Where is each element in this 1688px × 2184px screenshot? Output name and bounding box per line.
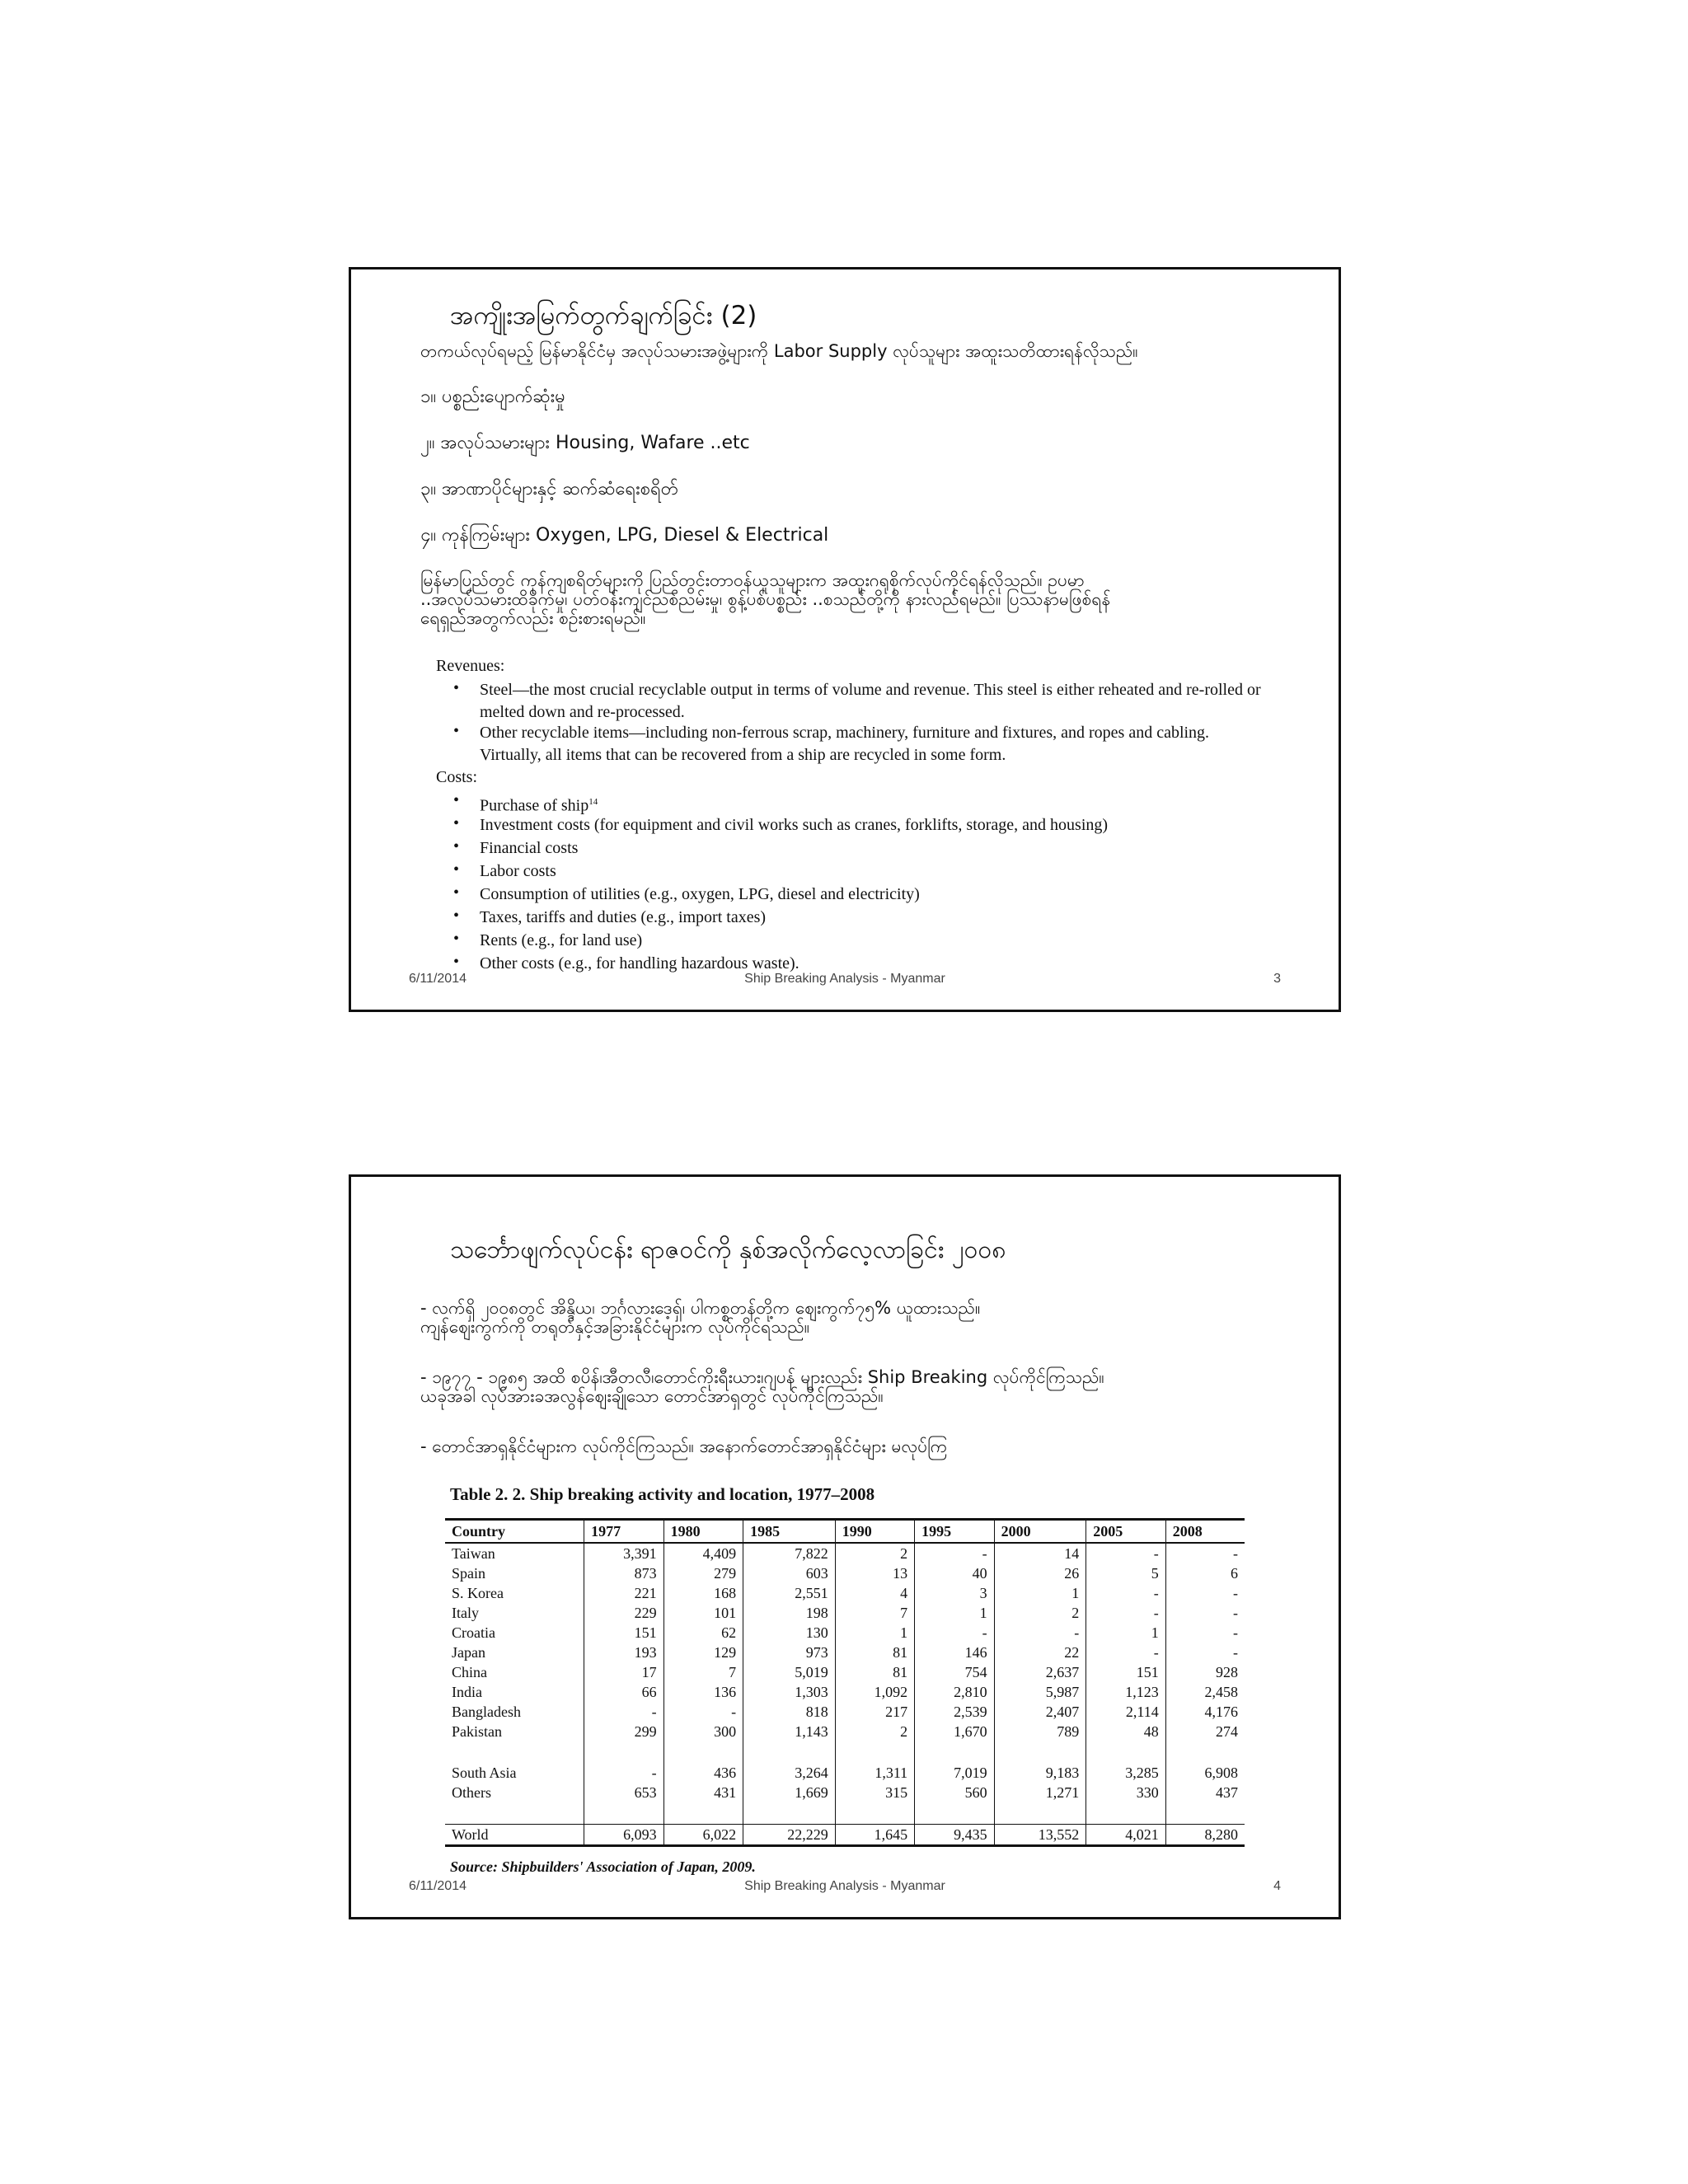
table-header-row	[445, 1520, 1245, 1544]
slide-title: အကျိုးအမြက်တွက်ချက်ခြင်း (2)	[450, 301, 757, 330]
table-cell: 2,114	[1086, 1702, 1165, 1722]
table-cell: 13	[835, 1563, 914, 1583]
footer-title: Ship Breaking Analysis - Myanmar	[744, 972, 945, 986]
table-cell: 5,987	[994, 1682, 1086, 1702]
bullet-icon: •	[453, 860, 460, 879]
table-cell: 4	[835, 1583, 914, 1603]
table-cell: 26	[994, 1563, 1086, 1583]
table-cell: 603	[743, 1563, 836, 1583]
table-cell: 14	[994, 1543, 1086, 1563]
table-cell: 274	[1165, 1722, 1245, 1741]
slide-4	[349, 1174, 1341, 1919]
table-cell: 217	[835, 1702, 914, 1722]
table-header-cell: 1980	[663, 1520, 743, 1544]
paragraph-line: မြန်မာပြည်တွင် ကုန်ကျစရိတ်များကို ပြည်တွင်းတာဝန်ယူသူများက အထူးဂရုစိုက်လုပ်ကိုင်ရန်လိုသည်။ ဥပမာ	[420, 570, 1085, 590]
table-cell: Japan	[452, 1644, 485, 1661]
history-paragraph	[420, 1299, 1294, 1337]
footer-date: 6/11/2014	[409, 972, 467, 986]
intro-text: တကယ်လုပ်ရမည့် မြန်မာနိုင်ငံမှ အလုပ်သမားအဖွဲ့များကို Labor Supply လုပ်သူများ အထူးသတိထားရန်လိုသည်။	[420, 341, 1138, 361]
table-row	[445, 1825, 1245, 1846]
table-row	[445, 1583, 1245, 1603]
table-cell: 151	[1086, 1662, 1165, 1682]
paragraph-line: ..အလုပ်သမားထိခိုက်မှု၊ ပတ်ဝန်းကျင်ညစ်ညမ်းမှု၊ စွန့်ပစ်ပစ္စည်း ..စသည်တို့ကို နားလည်ရမည်။ ပြဿနာမဖြစ်ရန်	[420, 589, 1111, 609]
table-cell: World	[445, 1825, 584, 1846]
list-item: ၂။ အလုပ်သမားများ Housing, Wafare ..etc	[420, 433, 750, 453]
table-cell: 7,019	[915, 1763, 994, 1783]
table-cell: 130	[743, 1623, 836, 1643]
table-cell: -	[1086, 1543, 1165, 1563]
table-cell: 136	[663, 1682, 743, 1702]
bullet-icon: •	[453, 679, 460, 697]
table-cell: 1,645	[835, 1825, 914, 1846]
table-cell: 1	[835, 1623, 914, 1643]
table-cell: 436	[663, 1763, 743, 1783]
table-cell: Others	[452, 1784, 491, 1801]
table-row	[445, 1623, 1245, 1643]
slide-title: သင်္ဘောဖျက်လုပ်ငန်း ရာဇဝင်ကို နှစ်အလိုက်လေ့လာခြင်း ၂၀၀၈	[450, 1235, 1006, 1264]
history-paragraph	[420, 1437, 1294, 1456]
table-cell: 4,176	[1165, 1702, 1245, 1722]
table-cell: 754	[915, 1662, 994, 1682]
table-cell: -	[663, 1702, 743, 1722]
table-cell: -	[1086, 1643, 1165, 1662]
list-item: ၃။ အာဏာပိုင်များနှင့် ဆက်ဆံရေးစရိတ်	[420, 479, 679, 499]
table-cell: India	[452, 1684, 482, 1700]
table-cell: 2,551	[743, 1583, 836, 1603]
table-header-cell: Country	[445, 1520, 584, 1544]
table-cell: Bangladesh	[452, 1704, 521, 1720]
table-cell: 198	[743, 1603, 836, 1623]
bullet-icon: •	[453, 722, 460, 740]
table-cell: 1,670	[915, 1722, 994, 1741]
table-cell: 13,552	[994, 1825, 1086, 1846]
table-cell: -	[915, 1543, 994, 1563]
table-cell: 2,407	[994, 1702, 1086, 1722]
table-cell: -	[584, 1763, 663, 1783]
table-cell: 48	[1086, 1722, 1165, 1741]
history-paragraph	[420, 1368, 1294, 1406]
table-cell: 1,271	[994, 1783, 1086, 1802]
costs-heading: Costs:	[436, 768, 478, 786]
table-spacer-row	[445, 1741, 1245, 1763]
table-cell: 146	[915, 1643, 994, 1662]
revenues-heading: Revenues:	[436, 657, 505, 675]
paragraph-line: - ၁၉၇၇ - ၁၉၈၅ အထိ စပိန်၊အီတလီ၊တောင်ကိုးရီးယား၊ဂျပန် များလည်း Ship Breaking လုပ်ကိုင်ကြသည်။	[420, 1367, 1104, 1387]
page-number: 4	[1273, 1879, 1281, 1893]
table-cell: Spain	[452, 1565, 486, 1582]
footnote-ref: 14	[588, 797, 598, 807]
table-cell: 8,280	[1165, 1825, 1245, 1846]
table-cell: 3	[915, 1583, 994, 1603]
table-cell: Croatia	[452, 1624, 495, 1641]
table-cell: 151	[584, 1623, 663, 1643]
table-header-cell: 1990	[835, 1520, 914, 1544]
table-cell: 22,229	[743, 1825, 836, 1846]
bullet-icon: •	[453, 907, 460, 925]
table-cell: S. Korea	[452, 1585, 504, 1601]
table-cell: 5	[1086, 1563, 1165, 1583]
table-cell: Italy	[452, 1605, 479, 1621]
table-header-cell: 2000	[994, 1520, 1086, 1544]
table-cell: 928	[1165, 1662, 1245, 1682]
table-cell: 1,311	[835, 1763, 914, 1783]
table-cell: 7	[663, 1662, 743, 1682]
table-cell: 1,143	[743, 1722, 836, 1741]
table-row	[445, 1702, 1245, 1722]
table-cell: 1,303	[743, 1682, 836, 1702]
table-cell: 2,810	[915, 1682, 994, 1702]
table-cell: -	[1165, 1583, 1245, 1603]
bullet-icon: •	[453, 930, 460, 948]
table-cell: 431	[663, 1783, 743, 1802]
table-cell: 168	[663, 1583, 743, 1603]
table-cell: 300	[663, 1722, 743, 1741]
table-cell: 129	[663, 1643, 743, 1662]
table-cell: 789	[994, 1722, 1086, 1741]
list-item: ၄။ ကုန်ကြမ်းများ Oxygen, LPG, Diesel & Electrical	[420, 525, 829, 546]
bullet-icon: •	[453, 814, 460, 832]
table-cell: 17	[584, 1662, 663, 1682]
table-header-cell: 2005	[1086, 1520, 1165, 1544]
table-cell: 6,093	[584, 1825, 663, 1846]
table-cell: 229	[584, 1603, 663, 1623]
table-cell: 653	[584, 1783, 663, 1802]
paragraph-line: - လက်ရှိ ၂၀၀၈တွင် အိန္ဒိယ၊ ဘင်္ဂလားဒေ့ရှ်၊ ပါကစ္စတန်တို့က ဈေးကွက်၇၅% ယူထားသည်။	[420, 1298, 981, 1318]
table-cell: 279	[663, 1563, 743, 1583]
table-row	[445, 1682, 1245, 1702]
table-cell: 22	[994, 1643, 1086, 1662]
table-cell: 3,285	[1086, 1763, 1165, 1783]
table-row	[445, 1603, 1245, 1623]
table-cell: 437	[1165, 1783, 1245, 1802]
bullet-icon: •	[453, 837, 460, 855]
table-cell: -	[1165, 1603, 1245, 1623]
table-cell: 4,021	[1086, 1825, 1165, 1846]
cost-paragraph	[420, 571, 1278, 628]
table-cell: 193	[584, 1643, 663, 1662]
table-cell: 299	[584, 1722, 663, 1741]
table-cell: 2	[835, 1543, 914, 1563]
table-cell: -	[584, 1702, 663, 1722]
table-cell: 1	[1086, 1623, 1165, 1643]
bullet-icon: •	[453, 791, 460, 809]
table-row	[445, 1563, 1245, 1583]
footer-title: Ship Breaking Analysis - Myanmar	[744, 1879, 945, 1893]
list-item: ၁။ ပစ္စည်းပျောက်ဆုံးမှု	[420, 387, 565, 407]
table-cell: 2,539	[915, 1702, 994, 1722]
table-cell: 4,409	[663, 1543, 743, 1563]
table-cell: 315	[835, 1783, 914, 1802]
bullet-icon: •	[453, 883, 460, 902]
table-cell: 6,022	[663, 1825, 743, 1846]
table-cell: 2,458	[1165, 1682, 1245, 1702]
table-row	[445, 1783, 1245, 1802]
table-cell: 3,264	[743, 1763, 836, 1783]
table-cell: 40	[915, 1563, 994, 1583]
table-cell: 560	[915, 1783, 994, 1802]
table-cell: 66	[584, 1682, 663, 1702]
table-cell: 330	[1086, 1783, 1165, 1802]
table-cell: 873	[584, 1563, 663, 1583]
table-cell: 62	[663, 1623, 743, 1643]
table-cell: -	[1165, 1643, 1245, 1662]
table-row	[445, 1763, 1245, 1783]
table-cell: Pakistan	[452, 1723, 502, 1740]
paragraph-line: ရေရှည်အတွက်လည်း စဉ်းစားရမည်။	[420, 608, 646, 628]
table-header-cell: 1977	[584, 1520, 663, 1544]
table-cell: China	[452, 1664, 487, 1680]
table-cell: 2	[994, 1603, 1086, 1623]
table-cell: 1,123	[1086, 1682, 1165, 1702]
table-cell: 81	[835, 1662, 914, 1682]
table-cell: 101	[663, 1603, 743, 1623]
table-cell: 1,669	[743, 1783, 836, 1802]
table-header-cell: 1985	[743, 1520, 836, 1544]
paragraph-line: ယခုအခါ လုပ်အားခအလွန်ဈေးချိုသော တောင်အာရှတွင် လုပ်ကိုင်ကြသည်။	[420, 1386, 884, 1406]
table-cell: 221	[584, 1583, 663, 1603]
table-cell: 81	[835, 1643, 914, 1662]
table-cell: 973	[743, 1643, 836, 1662]
ship-breaking-table	[445, 1518, 1245, 1847]
footer-date: 6/11/2014	[409, 1879, 467, 1893]
table-row	[445, 1543, 1245, 1563]
table-cell: 1	[915, 1603, 994, 1623]
table-source: Source: Shipbuilders' Association of Japan, 2009.	[450, 1858, 756, 1875]
slide-3: အကျိုးအမြက်တွက်ချက်ခြင်း (2) တကယ်လုပ်ရမည့် မြန်မာနိုင်ငံမှ အလုပ်သမားအဖွဲ့များကို Labor Supply လုပ်သူများ အထူးသတိထားရန်လိုသည်။ ၁။ ပစ္စည်းပျောက်ဆုံးမှု ၂။ အလုပ်သမားများ Housing, Wafare ..etc ၃။ အာဏာပိုင်များနှင့် ဆက်ဆံရေးစရိတ် ၄။ ကုန်ကြမ်းများ Oxygen, LPG, Diesel & Electrical မြန်မာပြည်တွင် ကုန်ကျစရိတ်များကို ပြည်တွင်းတာဝန်ယူသူများက အထူးဂရုစိုက်လုပ်ကိုင်ရန်လိုသည်။ ဥပမာ ..အလုပ်သမားထိခိုက်မှု၊ ပတ်ဝန်းကျင်ညစ်ညမ်းမှု၊ စွန့်ပစ်ပစ္စည်း ..စသည်တို့ကို နားလည်ရမည်။ ပြဿနာမဖြစ်ရန် ရေရှည်အတွက်လည်း စဉ်းစားရမည်။ Revenues: • Steel—the most crucial recyclable output in terms of volume and revenue. This steel is either reheated and re-rolled or melted down and re-processed. • Other recyclable items—including non-ferrous scrap, machinery, furniture and fixtures, and ropes and cabling. Virtually, all items that can be recovered from a ship are recycled in some form. Costs: • Purchase of ship$^{14}$ • Investment costs (for equipment and civil works such as cranes, forklifts, storage, and housing) • Financial costs • Labor costs • Consumption of utilities (e.g., oxygen, LPG, diesel and electricity) • Taxes, tariffs and duties (e.g., import taxes) • Rents (e.g., for land use) • Other costs (e.g., for handling hazardous waste). 6/11/2014 Ship Breaking Analysis - Myanmar 3	[349, 267, 1341, 1012]
table-spacer-row	[445, 1802, 1245, 1825]
table-cell: 1,092	[835, 1682, 914, 1702]
table-cell: -	[1165, 1543, 1245, 1563]
table-cell: South Asia	[452, 1765, 517, 1781]
table-row	[445, 1722, 1245, 1741]
table-cell: 2	[835, 1722, 914, 1741]
page-number: 3	[1273, 972, 1281, 986]
table-row	[445, 1662, 1245, 1682]
table-cell: -	[915, 1623, 994, 1643]
table-cell: 5,019	[743, 1662, 836, 1682]
table-row	[445, 1643, 1245, 1662]
table-cell: 9,183	[994, 1763, 1086, 1783]
table-cell: -	[994, 1623, 1086, 1643]
table-cell: -	[1086, 1603, 1165, 1623]
table-cell: 1	[994, 1583, 1086, 1603]
table-cell: 2,637	[994, 1662, 1086, 1682]
table-cell: -	[1165, 1623, 1245, 1643]
table-cell: 818	[743, 1702, 836, 1722]
table-cell: 6	[1165, 1563, 1245, 1583]
table-cell: 7	[835, 1603, 914, 1623]
paragraph-line: ကျန်ဈေးကွက်ကို တရုတ်နှင့်အခြားနိုင်ငံများက လုပ်ကိုင်ရသည်။	[420, 1317, 810, 1337]
table-cell: 6,908	[1165, 1763, 1245, 1783]
bullet-icon: •	[453, 953, 460, 971]
table-cell: Taiwan	[452, 1545, 495, 1562]
table-header-cell: 1995	[915, 1520, 994, 1544]
table-cell: 9,435	[915, 1825, 994, 1846]
table-title: Table 2. 2. Ship breaking activity and location, 1977–2008	[450, 1484, 875, 1504]
table-cell: 7,822	[743, 1543, 836, 1563]
paragraph-line: - တောင်အာရှနိုင်ငံများက လုပ်ကိုင်ကြသည်။ အနောက်တောင်အာရှနိုင်ငံများ မလုပ်ကြ	[420, 1436, 948, 1456]
table-cell: -	[1086, 1583, 1165, 1603]
table-header-cell: 2008	[1165, 1520, 1245, 1544]
table-cell: 3,391	[584, 1543, 663, 1563]
